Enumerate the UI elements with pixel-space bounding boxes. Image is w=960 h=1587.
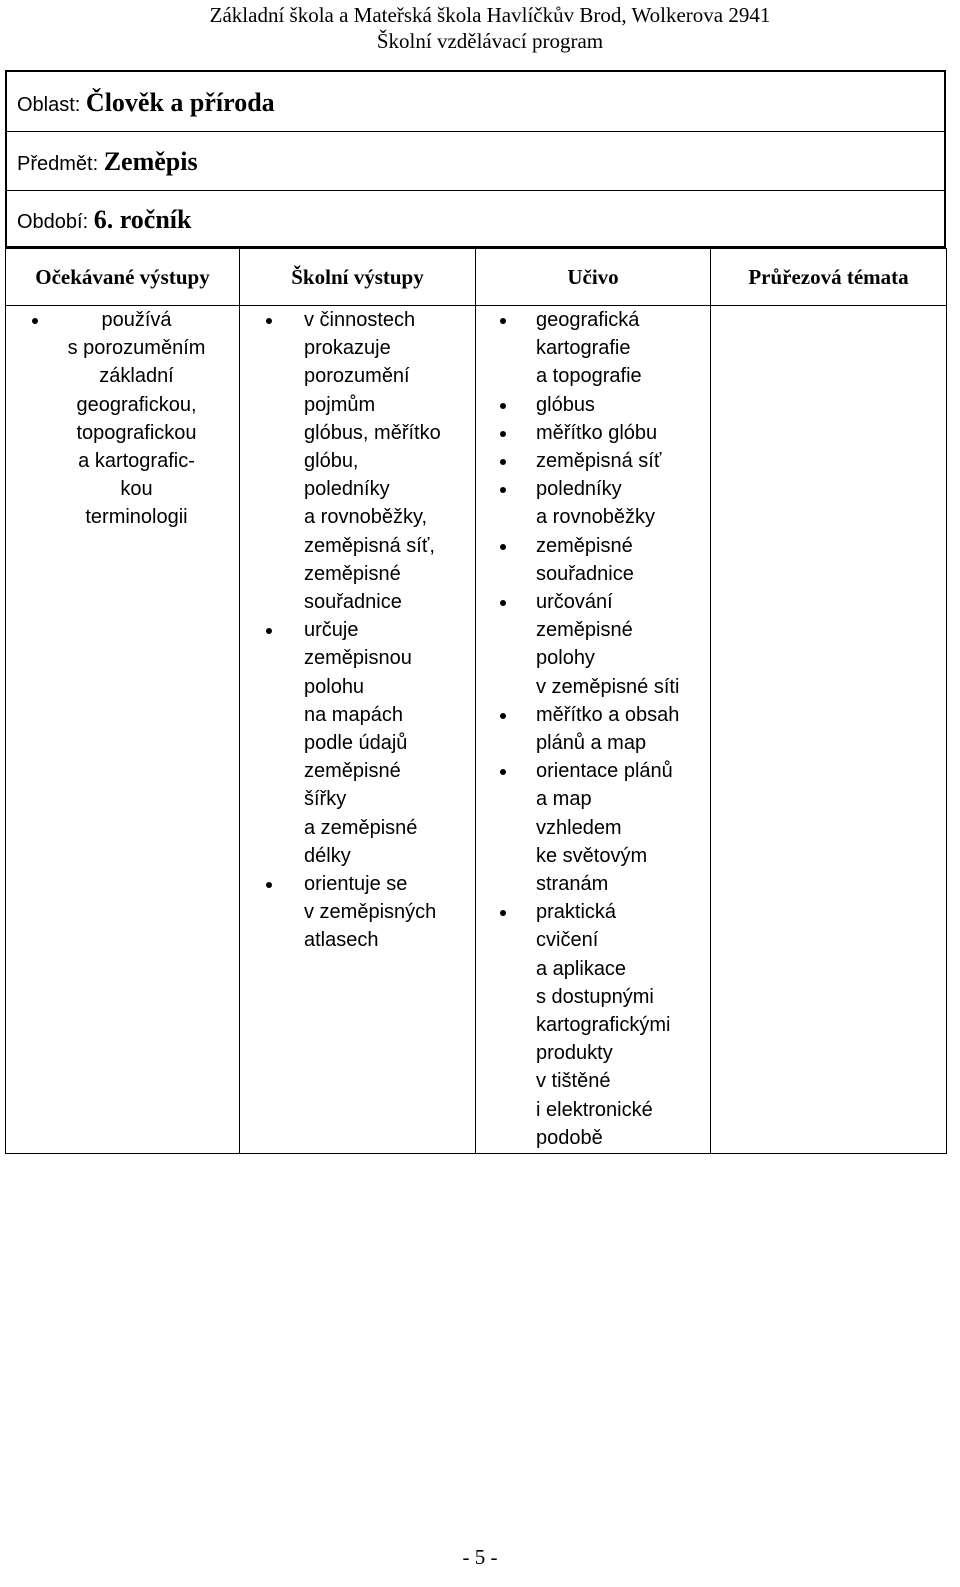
list-item-line: prokazuje xyxy=(304,337,391,360)
header-cross-topics: Průřezová témata xyxy=(711,249,947,306)
curriculum-cell xyxy=(476,306,711,1154)
header-expected-outputs: Očekávané výstupy xyxy=(6,249,240,306)
period-label: Období: xyxy=(17,211,89,233)
list-item-line: délky xyxy=(304,844,351,867)
list-item-line: v zeměpisných xyxy=(304,901,437,924)
list-item-line: s porozuměním xyxy=(67,337,206,360)
list-item xyxy=(476,532,710,588)
area-label: Oblast: xyxy=(17,94,81,116)
list-item-line: stranám xyxy=(536,873,609,896)
list-item-line: v činnostech xyxy=(304,309,416,331)
table-header-row xyxy=(6,249,947,306)
list-item xyxy=(476,757,710,898)
list-item-line: a zeměpisné xyxy=(304,816,418,839)
header-curriculum: Učivo xyxy=(476,249,711,306)
list-item-line: plánů a map xyxy=(536,732,647,755)
list-item xyxy=(240,616,475,870)
list-item-line: polohy xyxy=(536,647,595,670)
list-item-line: polohu xyxy=(304,675,365,698)
list-item-line: šířky xyxy=(304,788,347,811)
list-item-line: cvičení xyxy=(536,929,599,952)
list-item xyxy=(476,898,710,1152)
header-school-outputs: Školní výstupy xyxy=(240,249,476,306)
list-item-line: pojmům xyxy=(304,393,376,416)
list-item-line: podobě xyxy=(536,1126,603,1149)
list-item-line: i elektronické xyxy=(536,1098,653,1121)
list-item xyxy=(476,588,710,701)
list-item-line: měřítko a obsah xyxy=(536,703,680,726)
period-row xyxy=(7,191,944,248)
list-item-line: glóbus xyxy=(536,393,595,416)
school-outputs-cell xyxy=(240,306,476,1154)
list-item-line: zeměpisná síť, xyxy=(304,534,435,557)
list-item-line: základní xyxy=(99,365,174,388)
list-item-line: určuje xyxy=(304,619,359,642)
expected-outputs-cell xyxy=(6,306,240,1154)
cross-topics-cell xyxy=(711,306,947,1154)
list-item xyxy=(6,306,239,532)
list-item xyxy=(476,701,710,757)
subject-label: Předmět: xyxy=(17,153,99,175)
list-item-line: a aplikace xyxy=(536,957,627,980)
list-item-line: podle údajů xyxy=(304,732,408,755)
list-item-line: produkty xyxy=(536,1042,613,1065)
list-item-line: souřadnice xyxy=(536,562,634,585)
list-item-line: a map xyxy=(536,788,592,811)
subject-value: Zeměpis xyxy=(103,147,198,176)
list-item xyxy=(476,391,710,419)
list-item-line: a topografie xyxy=(536,365,642,388)
list-item-line: a rovnoběžky, xyxy=(304,506,428,529)
list-item-line: poledníky xyxy=(304,478,390,501)
list-item-line: geografickou, xyxy=(76,393,197,416)
subject-info-box xyxy=(5,70,946,248)
list-item xyxy=(476,447,710,475)
list-item-line: topografickou xyxy=(76,421,197,444)
list-item-line: zeměpisnou xyxy=(304,647,412,670)
list-item-line: ke světovým xyxy=(536,844,648,867)
curriculum-table xyxy=(5,248,947,1154)
list-item-line: zeměpisná síť xyxy=(536,450,662,473)
list-item-line: zeměpisné xyxy=(536,619,633,642)
list-item-line: v tištěné xyxy=(536,1070,611,1093)
list-item xyxy=(476,419,710,447)
list-item-line: porozumění xyxy=(304,365,410,388)
list-item-line: měřítko glóbu xyxy=(536,421,658,444)
list-item-line: terminologii xyxy=(85,506,188,529)
list-item-line: orientuje se xyxy=(304,873,408,896)
list-item-line: zeměpisné xyxy=(536,534,633,557)
list-item xyxy=(476,306,710,391)
list-item-line: souřadnice xyxy=(304,591,402,614)
list-item-line: zeměpisné xyxy=(304,562,401,585)
list-item-line: a kartografic- xyxy=(78,450,195,473)
list-item-line: glóbus, měřítko xyxy=(304,421,441,444)
list-item-line: zeměpisné xyxy=(304,760,401,783)
list-item-line: atlasech xyxy=(304,929,379,952)
list-item-line: praktická xyxy=(536,901,617,924)
list-item xyxy=(240,870,475,955)
period-value: 6. ročník xyxy=(93,205,192,234)
page-number: - 5 - xyxy=(462,1545,498,1569)
program-name: Školní vzdělávací program xyxy=(376,29,604,53)
list-item-line: v zeměpisné síti xyxy=(536,675,680,698)
list-item-line: kartografie xyxy=(536,337,631,360)
list-item-line: geografická xyxy=(536,309,640,331)
school-name: Základní škola a Mateřská škola Havlíčkův Brod, Wolkerova 2941 xyxy=(209,3,771,27)
list-item xyxy=(476,475,710,531)
list-item-line: používá xyxy=(101,309,172,331)
list-item xyxy=(240,306,475,616)
list-item-line: s dostupnými xyxy=(536,985,654,1008)
list-item-line: kartografickými xyxy=(536,1014,671,1037)
area-value: Člověk a příroda xyxy=(85,88,275,117)
list-item-line: vzhledem xyxy=(536,816,622,839)
list-item-line: určování xyxy=(536,591,613,614)
subject-row xyxy=(7,132,944,191)
list-item-line: glóbu, xyxy=(304,450,359,473)
area-row xyxy=(7,72,944,132)
list-item-line: kou xyxy=(120,478,153,501)
list-item-line: poledníky xyxy=(536,478,622,501)
list-item-line: orientace plánů xyxy=(536,760,673,783)
list-item-line: a rovnoběžky xyxy=(536,506,655,529)
table-row xyxy=(6,306,947,1154)
list-item-line: na mapách xyxy=(304,703,403,726)
